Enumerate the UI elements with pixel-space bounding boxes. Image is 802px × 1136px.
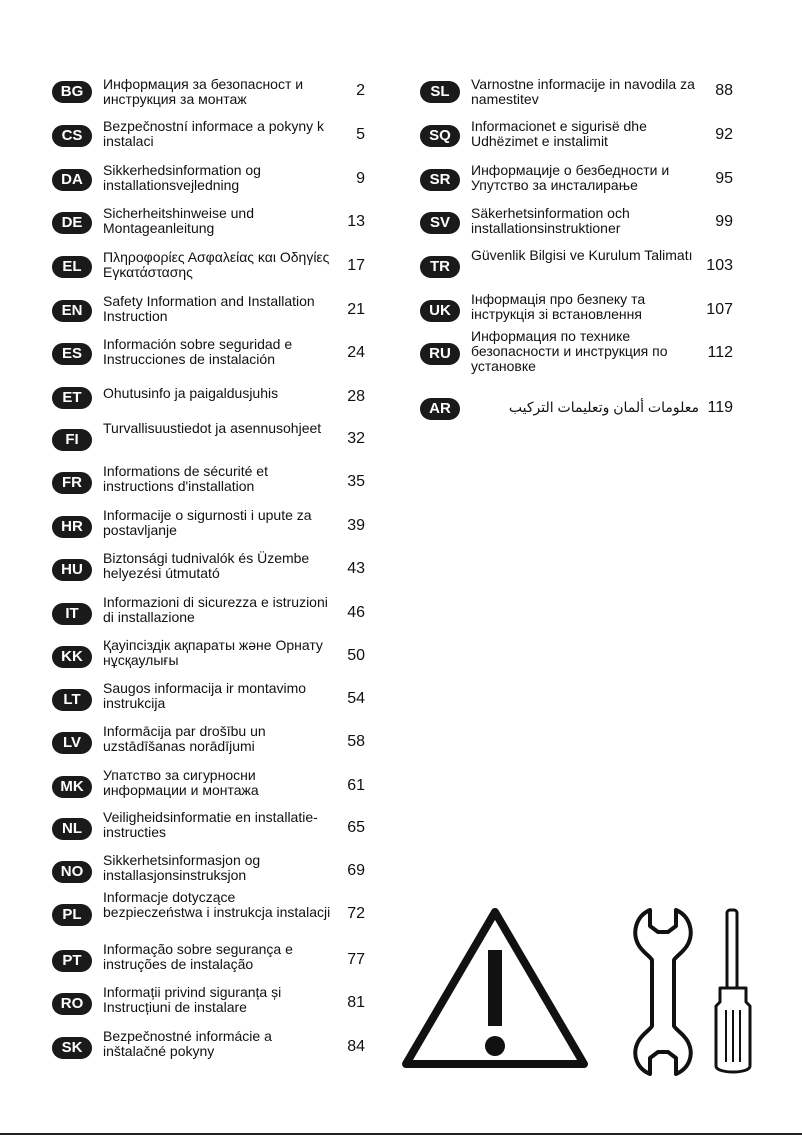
language-code-badge: NO xyxy=(52,861,92,883)
toc-entry-tr xyxy=(420,247,740,287)
toc-entry-nl xyxy=(52,809,372,849)
toc-entry-page-number: 46 xyxy=(347,604,365,621)
toc-entry-page-number: 54 xyxy=(347,690,365,707)
toc-entry-title: Säkerhetsinformation och installationsinstruktioner xyxy=(471,205,630,236)
toc-entry-title: Saugos informacija ir montavimo instrukcija xyxy=(103,680,307,711)
toc-entry-sq xyxy=(420,116,740,156)
toc-entry-page-number: 32 xyxy=(347,430,365,447)
toc-entry-page-number: 103 xyxy=(706,257,733,274)
toc-entry-page-number: 43 xyxy=(347,560,365,577)
toc-entry-title: معلومات ألمان وتعليمات التركيب xyxy=(508,399,699,415)
toc-entry-title: Қауіпсіздік ақпараты және Орнату нұсқаулығы xyxy=(103,637,323,668)
language-code-badge: KK xyxy=(52,646,92,668)
toc-entry-page-number: 61 xyxy=(347,777,365,794)
toc-entry-page-number: 2 xyxy=(356,82,365,99)
toc-entry-title: Sikkerhedsinformation og installationsvejledning xyxy=(103,162,261,193)
toc-entry-title: Упатство за сигурносни информации и монтажа xyxy=(103,767,259,798)
language-code-badge: RU xyxy=(420,343,460,365)
language-code-badge: SL xyxy=(420,81,460,103)
language-code-badge: SV xyxy=(420,212,460,234)
toc-entry-title: Safety Information and Installation Instruction xyxy=(103,293,315,324)
toc-entry-ro xyxy=(52,984,372,1024)
toc-entry-title: Bezpečnostní informace a pokyny k instalaci xyxy=(103,118,325,149)
toc-entry-hr xyxy=(52,507,372,547)
bottom-rule xyxy=(0,1133,802,1135)
toc-entry-page-number: 13 xyxy=(347,213,365,230)
language-code-badge: NL xyxy=(52,818,92,840)
toc-entry-sr xyxy=(420,160,740,200)
language-code-badge: LV xyxy=(52,732,92,754)
toc-entry-page-number: 99 xyxy=(715,213,733,230)
toc-entry-ar xyxy=(420,389,740,429)
language-code-badge: CS xyxy=(52,125,92,147)
toc-entry-page-number: 17 xyxy=(347,257,365,274)
language-code-badge: TR xyxy=(420,256,460,278)
toc-entry-pl xyxy=(52,889,372,935)
toc-entry-fr xyxy=(52,463,372,503)
toc-entry-page-number: 21 xyxy=(347,301,365,318)
toc-entry-pt xyxy=(52,941,372,981)
toc-entry-title: Sikkerhetsinformasjon og installasjonsinstruksjon xyxy=(103,852,261,883)
toc-entry-cs xyxy=(52,116,372,156)
toc-entry-page-number: 50 xyxy=(347,647,365,664)
language-code-badge: BG xyxy=(52,81,92,103)
toc-entry-hu xyxy=(52,550,372,590)
language-code-badge: RO xyxy=(52,993,92,1015)
toc-entry-page-number: 95 xyxy=(715,170,733,187)
language-code-badge: ET xyxy=(52,387,92,409)
toc-entry-page-number: 77 xyxy=(347,951,365,968)
toc-entry-page-number: 119 xyxy=(707,399,733,416)
toc-entry-title: Información sobre seguridad e Instrucciones de instalación xyxy=(103,336,293,367)
toc-entry-sv xyxy=(420,203,740,243)
toc-entry-page-number: 84 xyxy=(347,1038,365,1055)
toc-entry-page-number: 58 xyxy=(347,733,365,750)
toc-entry-mk xyxy=(52,767,372,807)
toc-entry-title: Turvallisuustiedot ja asennusohjeet xyxy=(103,420,322,436)
toc-entry-lt xyxy=(52,680,372,720)
toc-entry-title: Biztonsági tudnivalók és Üzembe helyezési útmutató xyxy=(103,550,310,581)
toc-entry-page-number: 112 xyxy=(707,344,733,361)
toc-entry-title: Sicherheitshinweise und Montageanleitung xyxy=(103,205,254,236)
toc-entry-title: Informação sobre segurança e instruções de instalação xyxy=(103,941,293,972)
toc-entry-fi xyxy=(52,420,372,460)
toc-entry-page-number: 107 xyxy=(706,301,733,318)
toc-entry-title: Güvenlik Bilgisi ve Kurulum Talimatı xyxy=(471,247,693,263)
language-code-badge: AR xyxy=(420,398,460,420)
toc-entry-title: Πληροφορίες Ασφαλείας και Οδηγίες Εγκατάστασης xyxy=(103,249,330,280)
toc-entry-bg xyxy=(52,72,372,112)
language-code-badge: MK xyxy=(52,776,92,798)
toc-entry-page-number: 5 xyxy=(356,126,365,143)
toc-entry-title: Informacije o sigurnosti i upute za postavljanje xyxy=(103,507,312,538)
language-code-badge: FI xyxy=(52,429,92,451)
toc-entry-page-number: 88 xyxy=(715,82,733,99)
language-code-badge: HU xyxy=(52,559,92,581)
toc-entry-page-number: 69 xyxy=(347,862,365,879)
language-code-badge: FR xyxy=(52,472,92,494)
toc-entry-no xyxy=(52,852,372,892)
toc-entry-uk xyxy=(420,291,740,331)
toc-entry-et xyxy=(52,378,372,418)
language-code-badge: EN xyxy=(52,300,92,322)
toc-entry-title: Informācija par drošību un uzstādīšanas norādījumi xyxy=(103,723,266,754)
toc-entry-el xyxy=(52,247,372,287)
toc-entry-page-number: 81 xyxy=(347,994,365,1011)
toc-entry-en xyxy=(52,291,372,331)
language-code-badge: SK xyxy=(52,1037,92,1059)
language-code-badge: IT xyxy=(52,603,92,625)
language-code-badge: ES xyxy=(52,343,92,365)
toc-entry-title: Informations de sécurité et instructions d'installation xyxy=(103,463,268,494)
toc-entry-title: Інформація про безпеку та інструкція зі встановлення xyxy=(471,291,646,322)
toc-entry-title: Информације о безбедности и Упутство за инсталирање xyxy=(471,162,670,193)
toc-entry-title: Varnostne informacije in navodila za namestitev xyxy=(471,76,695,107)
toc-entry-title: Информация по технике безопасности и инструкция по установке xyxy=(471,328,668,374)
toc-entry-page-number: 28 xyxy=(347,388,365,405)
toc-entry-title: Информация за безопасност и инструкция за монтаж xyxy=(103,76,304,107)
language-code-badge: PT xyxy=(52,950,92,972)
toc-entry-sl xyxy=(420,72,740,112)
toc-entry-page-number: 24 xyxy=(347,344,365,361)
toc-entry-page-number: 39 xyxy=(347,517,365,534)
toc-entry-title: Veiligheidsinformatie en installatie-instructies xyxy=(103,809,318,840)
toc-entry-da xyxy=(52,160,372,200)
toc-entry-page-number: 9 xyxy=(356,170,365,187)
toc-entry-title: Informații privind siguranța și Instrucțiuni de instalare xyxy=(103,984,282,1015)
screwdriver-icon xyxy=(708,906,758,1078)
language-code-badge: EL xyxy=(52,256,92,278)
wrench-icon xyxy=(630,906,696,1076)
toc-entry-lv xyxy=(52,723,372,763)
toc-entry-page-number: 92 xyxy=(715,126,733,143)
toc-entry-title: Ohutusinfo ja paigaldusjuhis xyxy=(103,385,279,401)
toc-entry-page-number: 35 xyxy=(347,473,365,490)
toc-entry-de xyxy=(52,203,372,243)
language-code-badge: SR xyxy=(420,169,460,191)
toc-entry-kk xyxy=(52,637,372,677)
warning-triangle-icon xyxy=(400,908,590,1068)
toc-entry-page-number: 65 xyxy=(347,819,365,836)
toc-entry-sk xyxy=(52,1028,372,1068)
language-code-badge: HR xyxy=(52,516,92,538)
toc-entry-es xyxy=(52,334,372,374)
toc-entry-ru xyxy=(420,328,740,374)
toc-entry-title: Informazioni di sicurezza e istruzioni di installazione xyxy=(103,594,328,625)
language-code-badge: PL xyxy=(52,904,92,926)
toc-entry-title: Informacionet e sigurisë dhe Udhëzimet e instalimit xyxy=(471,118,647,149)
toc-entry-it xyxy=(52,594,372,634)
toc-entry-page-number: 72 xyxy=(347,905,365,922)
toc-entry-title: Informacje dotyczące bezpieczeństwa i instrukcja instalacji xyxy=(103,889,331,920)
language-code-badge: UK xyxy=(420,300,460,322)
language-code-badge: DA xyxy=(52,169,92,191)
language-code-badge: SQ xyxy=(420,125,460,147)
toc-entry-title: Bezpečnostné informácie a inštalačné pokyny xyxy=(103,1028,272,1059)
language-code-badge: LT xyxy=(52,689,92,711)
language-code-badge: DE xyxy=(52,212,92,234)
